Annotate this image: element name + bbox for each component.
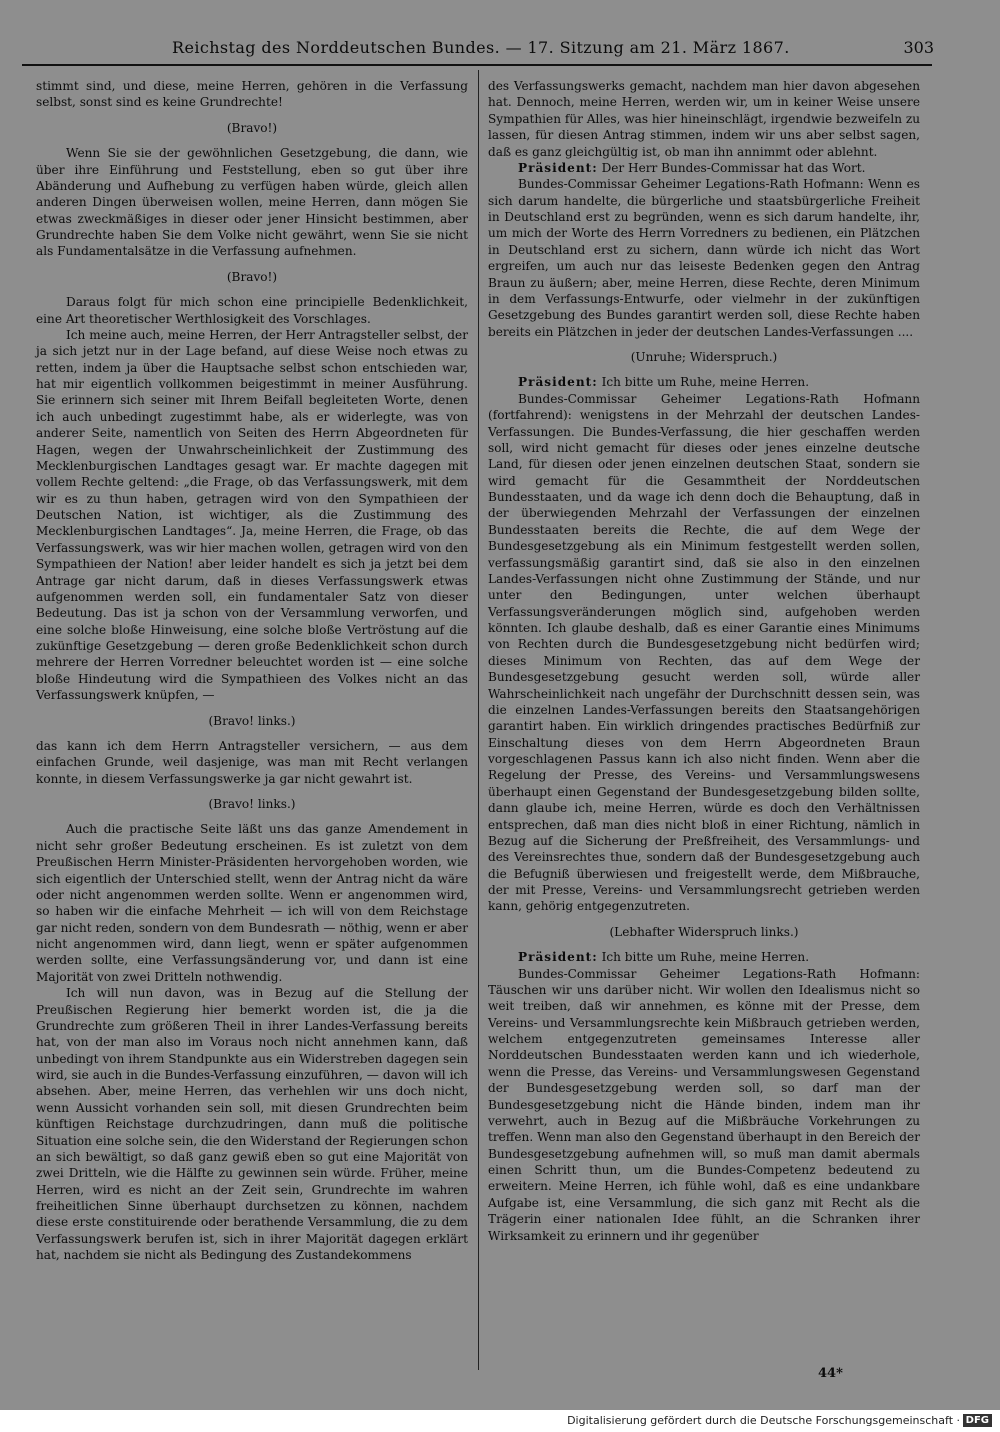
right-column — [488, 78, 920, 1244]
stage-direction: (Bravo! links.) — [208, 797, 296, 811]
paragraph: Daraus folgt für mich schon eine principielle Bedenklichkeit, eine Art theoretischer Werthlosigkeit des Vorschlages. — [36, 295, 468, 326]
header-title: Reichstag des Norddeutschen Bundes. — 17. Sitzung am 21. März 1867. — [172, 38, 790, 57]
signature-mark: 44* — [818, 1366, 843, 1381]
stage-direction: (Bravo!) — [226, 269, 278, 284]
speaker-label: Präsident: — [518, 160, 598, 175]
paragraph: das kann ich dem Herrn Antragsteller versichern, — aus dem einfachen Grunde, weil dasjenige, was man mit Recht verlangen konnte, in diesem Verfassungswerke ja gar nicht gewahrt ist. — [36, 738, 468, 786]
president-remark — [488, 949, 920, 965]
stage-direction: (Lebhafter Widerspruch links.) — [609, 924, 799, 939]
paragraph: Bundes-Commissar Geheimer Legations-Rath Hofmann: Wenn es sich darum handelte, die bürgerliche und staatsbürgerliche Freiheit in Deutschland erst zu begründen, wenn es sich darum handelte, ihr, um mich der Worte des Herrn Vorredners zu bedienen, ein Plätzchen in Deutschland erst zu sichern, dann würde ich nicht das Wort ergreifen, um auch nur das leiseste Bedenken gegen den Antrag Braun zu äußern; aber, meine Herren, diese Rechte, deren Minimum in dem Verfassungs-Entwurfe, oder vielmehr in der zukünftigen Gesetzgebung des Bundes garantirt werden soll, diese Rechte haben bereits ein Plätzchen in jeder der deutschen Landes-Verfassungen .... — [488, 177, 920, 339]
stage-direction: (Bravo!) — [226, 120, 278, 135]
footer-bar — [0, 1410, 1000, 1432]
remark-text: Ich bitte um Ruhe, meine Herren. — [601, 950, 810, 965]
president-remark — [488, 374, 920, 390]
president-remark — [488, 160, 920, 176]
left-column — [36, 78, 468, 1264]
stage-direction: (Unruhe; Widerspruch.) — [630, 350, 778, 364]
running-header — [22, 36, 932, 66]
remark-text: Ich bitte um Ruhe, meine Herren. — [601, 375, 810, 390]
speaker-label: Präsident: — [518, 950, 598, 965]
remark-text: Der Herr Bundes-Commissar hat das Wort. — [601, 160, 866, 175]
speaker-label: Präsident: — [518, 375, 598, 390]
dfg-logo: DFG — [963, 1414, 992, 1427]
paragraph: Ich will nun davon, was in Bezug auf die Stellung der Preußischen Regierung hier bemerkt worden ist, die ja die Grundrechte zum größeren Theil in ihrer Landes-Verfassung bereits hat, von der man also im Voraus noch nicht annehmen kann, daß unbedingt von ihrem Standpunkte aus ein Widerstreben dagegen sein wird, sie auch in die Bundes-Verfassung einzuführen, — davon will ich absehen. Aber, meine Herren, das verhehlen wir uns doch nicht, wenn Aussicht vorhanden sein soll, mit diesen Grundrechten beim künftigen Reichstage durchzudringen, dann muß die politische Situation eine solche sein, die den Widerstand der Regierungen schon an sich bewältigt, so daß ganz gewiß eben so gut eine Majorität von zwei Dritteln, wie die Hälfte zu gewinnen sein würde. Früher, meine Herren, wird es nicht an der Zeit sein, Grundrechte im wahren freiheitlichen Sinne überhaupt durchsetzen zu können, nachdem diese erste constituirende oder berathende Versammlung, die zu dem Verfassungswerk berufen ist, sich in ihrer Majorität dagegen erklärt hat, nachdem sie nicht als Bedingung des Zustandekommens — [36, 986, 468, 1263]
paragraph: Bundes-Commissar Geheimer Legations-Rath Hofmann (fortfahrend): wenigstens in der Mehrzahl der deutschen Landes-Verfassungen. Die Bundes-Verfassung, die hier geschaffen werden soll, wird nicht gemacht für dieses oder jenes einzelne deutsche Land, für diesen oder jenen einzelnen deutschen Staat, sondern sie wird gemacht für die Gesammtheit der Norddeutschen Bundesstaaten, und da wage ich denn doch die Behauptung, daß in der überwiegenden Mehrzahl der Verfassungen der einzelnen Bundesstaaten bereits die Rechte, die auf dem Wege der Bundesgesetzgebung als ein Minimum festgestellt werden sollen, verfassungsmäßig garantirt sind, daß sie also in den einzelnen Landes-Verfassungen nicht ohne Zustimmung der Stände, und nur unter den Bedingungen, unter welchen überhaupt Verfassungsveränderungen möglich sind, aufgehoben werden könnten. Ich glaube deshalb, daß es einer Garantie eines Minimums von Rechten durch die Bundesgesetzgebung nicht bedürfen wird; dieses Minimum von Rechten, das auf dem Wege der Bundesgesetzgebung gesucht werden soll, würde aller Wahrscheinlichkeit nach ungefähr der Durchschnitt dessen sein, was die einzelnen Landes-Verfassungen bereits den Staatsangehörigen garantirt haben. Ein wirklich dringendes practisches Bedürfniß zur Einschaltung dieses von dem Herrn Abgeordneten Braun vorgeschlagenen Passus kann ich also nicht finden. Wenn aber die Regelung der Presse, des Vereins- und Versammlungswesens überhaupt einen Gegenstand der Bundesgesetzgebung bilden sollte, dann glaube ich, meine Herren, würde es doch den Verhältnissen entsprechen, daß man dies nicht bloß in einer Richtung, nämlich in Bezug auf die Sicherung der Preßfreiheit, des Versammlungs- und des Vereinsrechtes thue, sondern daß der Bundesgesetzgebung auch die Befugniß überwiesen und freigestellt werde, dem Mißbrauche, der mit Presse, Vereins- und Versammlungsrecht getrieben werden kann, gehörig entgegenzutreten. — [488, 391, 920, 914]
page-number: 303 — [903, 38, 934, 57]
dfg-credit: Digitalisierung gefördert durch die Deutsche Forschungsgemeinschaft · — [567, 1414, 960, 1427]
paragraph: des Verfassungswerks gemacht, nachdem man hier davon abgesehen hat. Dennoch, meine Herren, werden wir, um in keiner Weise unsere Sympathien für Alles, was hier hineinschlägt, irgendwie bezweifeln zu lassen, für diesen Antrag stimmen, indem wir uns aber selbst sagen, daß es ganz gleichgültig ist, ob man ihn annimmt oder ablehnt. — [488, 79, 920, 159]
paragraph: Auch die practische Seite läßt uns das ganze Amendement in nicht sehr großer Bedeutung erscheinen. Es ist zuletzt von dem Preußischen Herrn Minister-Präsidenten hervorgehoben worden, wie sich eigentlich der Unterschied stellt, wenn der Antrag nicht da wäre oder nicht angenommen werden sollte. Wenn er angenommen wird, so haben wir die einfache Mehrheit — ich will von dem Reichstage gar nicht reden, sondern von dem Bundesrath — nöthig, wenn er aber nicht angenommen wird, dann liegt, wenn er später aufgenommen werden sollte, eine Verfassungsänderung vor, und dann ist eine Majorität von zwei Dritteln nothwendig. — [36, 822, 468, 984]
paragraph: stimmt sind, und diese, meine Herren, gehören in die Verfassung selbst, sonst sind es keine Grundrechte! — [36, 79, 468, 110]
paragraph: Wenn Sie sie der gewöhnlichen Gesetzgebung, die dann, wie über ihre Einführung und Feststellung, eben so gut über ihre Abänderung und Aufhebung zu verfügen haben würde, gleich allen anderen Dingen überweisen wollen, meine Herren, dann mögen Sie etwas zweckmäßiges in dieser oder jener Hinsicht bestimmen, aber Grundrechte haben Sie dem Volke nicht gewährt, wenn Sie sie nicht als Fundamentalsätze in die Verfassung aufnehmen. — [36, 146, 468, 259]
paragraph: Ich meine auch, meine Herren, der Herr Antragsteller selbst, der ja sich jetzt nur in der Lage befand, auf diese Weise noch etwas zu retten, indem ja über die Hauptsache selbst schon entschieden war, hat mir eigentlich vollkommen beigestimmt in meiner Ausführung. Sie erinnern sich seiner mit Ihrem Beifall begleiteten Worte, denen ich auch unbedingt zugestimmt habe, als er widerlegte, was von anderer Seite, namentlich von Seiten des Herrn Abgeordneten für Hagen, wegen der Unwahrscheinlichkeit der Zustimmung des Mecklenburgischen Landtages gesagt war. Er machte dagegen mit vollem Rechte geltend: „die Frage, ob das Verfassungswerk, mit dem wir es zu thun haben, getragen wird von den Sympathieen der Deutschen Nation, ist wichtiger, als die Zustimmung des Mecklenburgischen Landtages“. Ja, meine Herren, die Frage, ob das Verfassungswerk, was wir hier machen wollen, getragen wird von den Sympathieen der Nation! aber leider handelt es sich ja jetzt bei dem Antrage gar nicht darum, daß in dieses Verfassungswerk etwas aufgenommen werden soll, ein fundamentaler Satz von dieser Bedeutung. Das ist ja schon von der Versammlung verworfen, und eine solche bloße Hinweisung, eine solche bloße Vertröstung auf die zukünftige Gesetzgebung — deren große Bedenklichkeit schon durch mehrere der Herren Vorredner beleuchtet worden ist — eine solche bloße Hindeutung wird die Sympathieen des Volkes nicht an das Verfassungswerk knüpfen, — — [36, 327, 468, 703]
column-divider — [478, 70, 479, 1370]
stage-direction: (Bravo! links.) — [208, 713, 296, 728]
paragraph: Bundes-Commissar Geheimer Legations-Rath Hofmann: Täuschen wir uns darüber nicht. Wir wollen den Idealismus nicht so weit treiben, daß wir annehmen, es könne mit der Presse, dem Vereins- und Versammlungsrechte kein Mißbrauch getrieben werden, welchem entgegenzutreten gemeinsames Interesse aller Norddeutschen Bundesstaaten werden kann und ich wiederhole, wenn die Presse, das Vereins- und Versammlungswesen Gegenstand der Bundesgesetzgebung werden soll, so darf man der Bundesgesetzgebung nicht die Hände binden, indem man ihr verwehrt, auch in Bezug auf die Mißbräuche Vorkehrungen zu treffen. Wenn man also den Gegenstand überhaupt in den Bereich der Bundesgesetzgebung aufnehmen will, so muß man damit abermals einen Schritt thun, um die Bundes-Competenz bedeutend zu erweitern. Meine Herren, ich fühle wohl, daß es eine undankbare Aufgabe ist, eine Versammlung, die sich ganz mit Recht als die Trägerin einer nationalen Idee fühlt, an die Schranken ihrer Wirksamkeit zu erinnern und ihr gegenüber — [488, 966, 920, 1243]
